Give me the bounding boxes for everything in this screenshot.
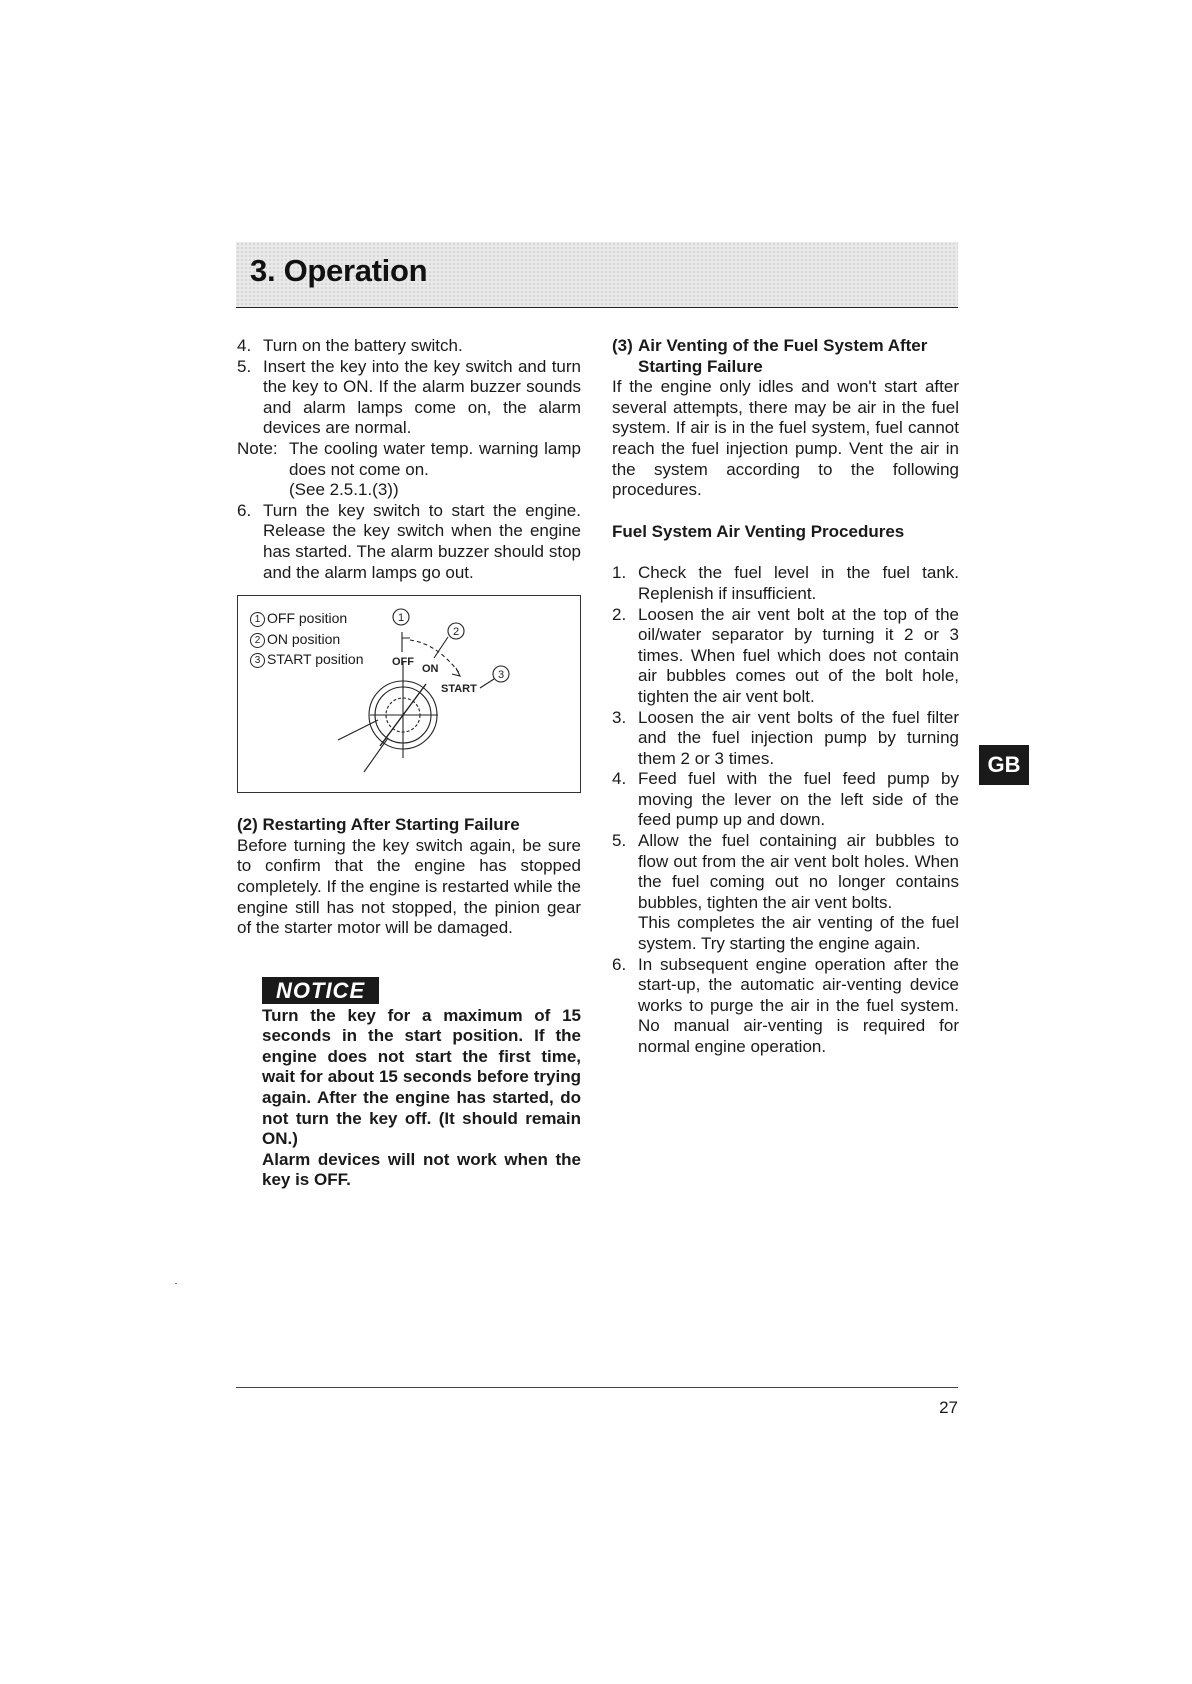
item-number: 6. [237,500,252,520]
section-heading [612,336,959,377]
step-number: 1. [612,563,627,583]
step-text: Feed fuel with the fuel feed pump by moving the lever on the left side of the feed pump up and down. [638,769,959,830]
step-number: 3. [612,707,627,727]
restart-heading: (2) Restarting After Starting Failure [237,815,520,835]
step-number: 5. [612,831,627,851]
note [237,439,581,480]
list-item [237,336,581,357]
item-text: Insert the key into the key switch and turn the key to ON. If the alarm buzzer sounds and alarm lamps come on, the alarm devices are normal. [263,356,581,438]
notice-block [237,977,581,1191]
step-text: Loosen the air vent bolt at the top of the oil/water separator by turning it 2 or 3 times. When fuel which does not contain air bubbles comes out of the bolt hole, tighten the air vent bolt. [638,604,959,706]
legend-marker: 3 [250,653,265,668]
list-item [612,605,959,708]
procedure-list [612,563,959,1057]
step-number: 6. [612,954,627,974]
leader-start [480,679,494,688]
notice-text-alarm: Alarm devices will not work when the key is OFF. [262,1149,581,1190]
scan-speck [175,1283,177,1284]
callout-3-text: 3 [497,669,505,682]
callout-2-text: 2 [452,626,460,639]
page-number: 27 [939,1398,958,1417]
page-title: 3. Operation [250,253,428,288]
key-switch-diagram [238,596,582,794]
list-item [612,831,959,955]
legend-label: OFF position [267,610,348,627]
step-text: Allow the fuel containing air bubbles to flow out from the air vent bolt holes. When the fuel coming out no longer contains bubbles, tighten the air vent bolts. [638,831,959,912]
step-text: Loosen the air vent bolts of the fuel filter and the fuel injection pump by turning them 2 or 3 times. [638,707,959,768]
footer-rule [236,1387,958,1388]
procedures-heading: Fuel System Air Venting Procedures [612,521,905,541]
list-item [612,955,959,1058]
legend-label: START position [267,651,364,668]
list-item [612,708,959,770]
step-text-continued: This completes the air venting of the fuel system. Try starting the engine again. [638,913,959,954]
leader-on [434,637,448,658]
leader-bottom [364,738,388,772]
step-text: In subsequent engine operation after the start-up, the automatic air-venting device works to purge the air in the fuel system. No manual air-venting is required for normal engine operation. [638,954,959,1056]
label-off: OFF [392,656,414,669]
section-number: (3) [612,336,633,355]
label-on: ON [422,663,439,676]
right-column [612,336,959,1058]
section-heading-text: Air Venting of the Fuel System After Starting Failure [638,336,928,376]
list-item [237,501,581,583]
notice-text: Turn the key for a maximum of 15 seconds in the start position. If the engine does not start the first time, wait for about 15 seconds before trying again. After the engine has started, do not turn the key off. (It should remain ON.) [262,1005,581,1149]
legend-label: ON position [267,630,341,647]
intro-paragraph: If the engine only idles and won't start after several attempts, there may be air in the fuel system. If air is in the fuel system, fuel cannot reach the fuel injection pump. Vent the air in the system according to the following procedures. [612,377,959,500]
legend-marker: 2 [250,633,265,648]
language-tab: GB [979,745,1029,785]
header-rule [236,307,958,308]
item-number: 5. [237,356,252,376]
legend-marker: 1 [250,612,265,627]
label-start: START [441,683,477,696]
item-number: 4. [237,336,252,355]
list-item [612,769,959,831]
note-reference: (See 2.5.1.(3)) [289,480,399,500]
list-item [237,357,581,439]
notice-label: NOTICE [262,977,379,1004]
step-number: 2. [612,604,627,624]
key-switch-figure [237,595,581,793]
step-number: 4. [612,769,627,789]
list-item [612,563,959,604]
off-marker [402,632,410,652]
step-text: Check the fuel level in the fuel tank. Replenish if insufficient. [638,563,959,603]
callout-1-text: 1 [397,612,405,625]
note-label: Note: [237,438,278,458]
left-column [237,336,581,1191]
restart-text: Before turning the key switch again, be sure to confirm that the engine has stopped completely. If the engine is restarted while the engine still has not stopped, the pinion gear of the starter motor will be damaged. [237,835,581,938]
item-text: Turn the key switch to start the engine. Release the key switch when the engine has started. The alarm buzzer should stop and the alarm lamps go out. [263,500,581,582]
note-text: The cooling water temp. warning lamp does not come on. [289,438,581,479]
item-text: Turn on the battery switch. [263,336,463,355]
